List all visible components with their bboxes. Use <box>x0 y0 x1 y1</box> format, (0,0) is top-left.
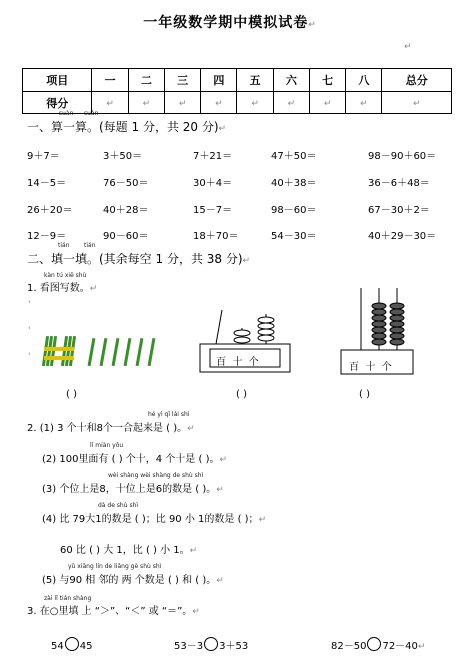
calc-item: 3＋50＝ <box>103 151 143 162</box>
score-cell: 八 <box>346 69 382 92</box>
compare-item: 54 45 <box>51 637 92 652</box>
calc-item: 14－5＝ <box>27 178 67 189</box>
section-heading-2: 二、填一填。(其余每空 1 分，共 38 分)↵ <box>27 252 251 266</box>
question-2-4: (4) 比 79大1的数是 ( )；比 90 小 1的数是 ( )；↵ <box>42 514 267 525</box>
calc-item: 9＋7＝ <box>27 151 60 162</box>
score-input-cell[interactable]: ↵ <box>92 92 128 114</box>
score-input-cell[interactable]: ↵ <box>382 92 452 114</box>
pinyin: tián <box>58 242 70 249</box>
score-input-cell[interactable]: ↵ <box>237 92 273 114</box>
calc-item: 7＋21＝ <box>193 151 233 162</box>
score-cell: 四 <box>201 69 237 92</box>
score-input-cell[interactable]: ↵ <box>309 92 345 114</box>
paragraph-mark-icon: ' <box>28 300 31 310</box>
paragraph-mark-icon: ' <box>28 352 31 362</box>
calc-item: 54－30＝ <box>271 231 317 242</box>
pinyin: zài lǐ tián shàng <box>44 595 92 602</box>
calc-item: 76－50＝ <box>103 178 149 189</box>
score-input-cell[interactable]: ↵ <box>346 92 382 114</box>
score-cell: 一 <box>92 69 128 92</box>
score-input-cell[interactable]: ↵ <box>164 92 200 114</box>
calc-item: 36－6＋48＝ <box>368 178 430 189</box>
compare-circle[interactable] <box>65 637 79 651</box>
score-table-header-row <box>23 69 452 92</box>
calc-item: 15－7＝ <box>193 205 233 216</box>
pinyin: yǔ xiāng lín de liǎng gè shù shì <box>68 563 162 570</box>
pinyin: wèi shàng wèi shàng de shù shì <box>108 472 204 479</box>
title-text: 一年级数学期中模拟试卷 <box>143 15 309 31</box>
compare-circle[interactable] <box>367 637 381 651</box>
pinyin: lǐ miàn yǒu <box>90 442 124 449</box>
calc-item: 98－90＋60＝ <box>368 151 437 162</box>
score-cell: 三 <box>164 69 200 92</box>
pinyin: suàn <box>84 110 99 117</box>
pinyin: tián <box>84 242 96 249</box>
calc-item: 30＋4＝ <box>193 178 233 189</box>
score-cell: 项目 <box>23 69 92 92</box>
answer-blank[interactable]: ( ) <box>66 389 77 400</box>
calc-item: 47＋50＝ <box>271 151 317 162</box>
score-cell: 五 <box>237 69 273 92</box>
score-input-cell[interactable]: ↵ <box>273 92 309 114</box>
page-title <box>0 12 460 32</box>
compare-circle[interactable] <box>204 637 218 651</box>
section-heading-1: 一、算一算。(每题 1 分，共 20 分)↵ <box>27 120 227 134</box>
question-2-5: (5) 与90 相 邻的 两 个数是 ( ) 和 ( )。↵ <box>42 575 224 586</box>
score-cell: 六 <box>273 69 309 92</box>
abacus-place-labels: 百 十 个 <box>349 362 392 373</box>
calc-item: 67－30＋2＝ <box>368 205 430 216</box>
calc-item: 40＋29－30＝ <box>368 231 437 242</box>
pinyin: dà de shù shì <box>98 502 139 509</box>
score-input-cell[interactable]: ↵ <box>201 92 237 114</box>
score-cell: 总分 <box>382 69 452 92</box>
score-label-cell: 得分 <box>23 92 92 114</box>
question-2-1: 2. (1) 3 个十和8个一合起来是 ( )。↵ <box>27 423 195 434</box>
paragraph-mark-icon: ↵ <box>404 42 412 52</box>
score-cell: 二 <box>128 69 164 92</box>
pinyin: hé yì qǐ lái shì <box>148 411 190 418</box>
calc-item: 98－60＝ <box>271 205 317 216</box>
calc-item: 40＋38＝ <box>271 178 317 189</box>
question-2-3: (3) 个位上是8，十位上是6的数是 ( )。↵ <box>42 484 224 495</box>
question-2-2: (2) 100里面有 ( ) 个十，4 个十是 ( )。↵ <box>42 454 228 465</box>
question-2-4b: 60 比 ( ) 大 1，比 ( ) 小 1。↵ <box>60 545 198 556</box>
pinyin: suàn <box>59 110 74 117</box>
question-1: 1. 看图写数。↵ <box>27 283 98 294</box>
calc-item: 40＋28＝ <box>103 205 149 216</box>
stick-bundles-icon <box>38 334 160 370</box>
calc-item: 90－60＝ <box>103 231 149 242</box>
calc-item: 26＋20＝ <box>27 205 73 216</box>
pinyin: kàn tú xiě shù <box>44 272 87 279</box>
score-input-cell[interactable]: ↵ <box>128 92 164 114</box>
paragraph-mark-icon: ↵ <box>308 20 317 30</box>
compare-item: 53－3 3＋53 <box>174 637 248 652</box>
compare-item: 82－50 72－40↵ <box>331 637 425 652</box>
score-table <box>22 68 452 114</box>
answer-blank[interactable]: ( ) <box>236 389 247 400</box>
score-cell: 七 <box>309 69 345 92</box>
abacus-place-labels: 百 十 个 <box>216 357 259 368</box>
calc-item: 18＋70＝ <box>193 231 239 242</box>
answer-blank[interactable]: ( ) <box>359 389 370 400</box>
calc-item: 12－9＝ <box>27 231 67 242</box>
question-3: 3. 在○里填 上 “＞”、“＜” 或 “＝”。↵ <box>27 606 200 617</box>
paragraph-mark-icon: ' <box>28 326 31 336</box>
